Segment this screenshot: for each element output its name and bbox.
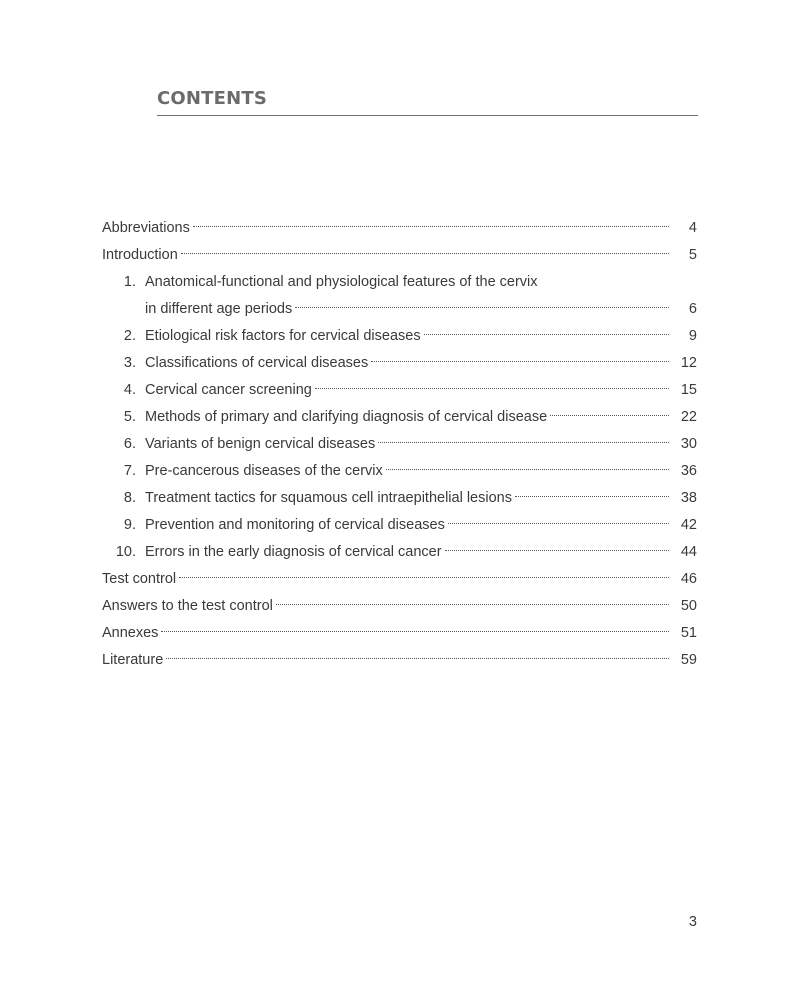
dot-leader	[295, 307, 669, 308]
toc-entry-test-control	[102, 567, 697, 594]
toc-entry-page: 22	[680, 409, 697, 425]
dot-leader	[166, 658, 669, 659]
toc-entry-number: 8.	[123, 490, 136, 506]
dot-leader	[315, 388, 669, 389]
dot-leader	[378, 442, 669, 443]
dot-leader	[448, 523, 669, 524]
toc-entry-label: Answers to the test control	[102, 598, 273, 614]
toc-entry-page: 44	[680, 544, 697, 560]
dot-leader	[276, 604, 669, 605]
toc-entry-number: 10.	[115, 544, 136, 560]
toc-entry-9	[102, 513, 697, 540]
toc-entry-label: Treatment tactics for squamous cell intraepithelial lesions	[145, 490, 512, 506]
toc-entry-10	[102, 540, 697, 567]
heading-block	[157, 86, 698, 116]
toc-entry-label: Cervical cancer screening	[145, 382, 312, 398]
toc-entry-label: Etiological risk factors for cervical diseases	[145, 328, 421, 344]
page-title: CONTENTS	[157, 86, 698, 116]
dot-leader	[193, 226, 669, 227]
dot-leader	[181, 253, 669, 254]
toc-entry-label: Annexes	[102, 625, 159, 641]
toc-entry-page: 15	[680, 382, 697, 398]
toc-entry-number: 9.	[123, 517, 136, 533]
dot-leader	[386, 469, 669, 470]
toc-entry-page: 5	[688, 247, 697, 263]
toc-entry-abbreviations	[102, 216, 697, 243]
toc-entry-7	[102, 459, 697, 486]
toc-entry-label: in different age periods	[145, 301, 293, 317]
toc-entry-1	[102, 270, 697, 297]
toc-entry-8	[102, 486, 697, 513]
toc-entry-page: 38	[680, 490, 697, 506]
toc-entry-2	[102, 324, 697, 351]
toc-entry-4	[102, 378, 697, 405]
toc-entry-page: 6	[688, 301, 697, 317]
toc-entry-label: Prevention and monitoring of cervical diseases	[145, 517, 445, 533]
dot-leader	[371, 361, 669, 362]
toc-entry-number: 2.	[123, 328, 136, 344]
toc-entry-annexes	[102, 621, 697, 648]
toc-entry-page: 12	[680, 355, 697, 371]
toc-entry-label: Errors in the early diagnosis of cervical cancer	[145, 544, 442, 560]
toc-entry-5	[102, 405, 697, 432]
toc-entry-number: 3.	[123, 355, 136, 371]
toc-entry-label: Variants of benign cervical diseases	[145, 436, 376, 452]
toc-entry-page: 50	[680, 598, 697, 614]
toc-entry-page: 42	[680, 517, 697, 533]
toc-entry-introduction	[102, 243, 697, 270]
toc-entry-page: 30	[680, 436, 697, 452]
toc-entry-label: Introduction	[102, 247, 178, 263]
page-number: 3	[688, 914, 697, 930]
dot-leader	[179, 577, 669, 578]
toc-entry-page: 4	[688, 220, 697, 236]
toc-entry-number: 6.	[123, 436, 136, 452]
toc-entry-number: 4.	[123, 382, 136, 398]
toc-entry-1-continued	[102, 297, 697, 324]
toc-entry-number: 5.	[123, 409, 136, 425]
toc-entry-label: Classifications of cervical diseases	[145, 355, 369, 371]
toc-entry-page: 59	[680, 652, 697, 668]
toc-entry-page: 36	[680, 463, 697, 479]
toc-entry-label: Anatomical-functional and physiological features of the cervix	[145, 274, 538, 290]
toc-entry-page: 9	[688, 328, 697, 344]
dot-leader	[445, 550, 669, 551]
toc-entry-answers	[102, 594, 697, 621]
dot-leader	[550, 415, 669, 416]
toc-entry-label: Test control	[102, 571, 177, 587]
toc-entry-label: Literature	[102, 652, 164, 668]
toc-entry-literature	[102, 648, 697, 675]
toc-entry-label: Abbreviations	[102, 220, 190, 236]
toc-entry-number: 7.	[123, 463, 136, 479]
toc-entry-page: 51	[680, 625, 697, 641]
toc-entry-3	[102, 351, 697, 378]
dot-leader	[424, 334, 669, 335]
toc-entry-label: Pre-cancerous diseases of the cervix	[145, 463, 383, 479]
toc-entry-label: Methods of primary and clarifying diagnosis of cervical disease	[145, 409, 548, 425]
toc-entry-page: 46	[680, 571, 697, 587]
dot-leader	[161, 631, 669, 632]
table-of-contents	[102, 216, 697, 675]
dot-leader	[515, 496, 669, 497]
toc-entry-number: 1.	[123, 274, 136, 290]
toc-entry-6	[102, 432, 697, 459]
